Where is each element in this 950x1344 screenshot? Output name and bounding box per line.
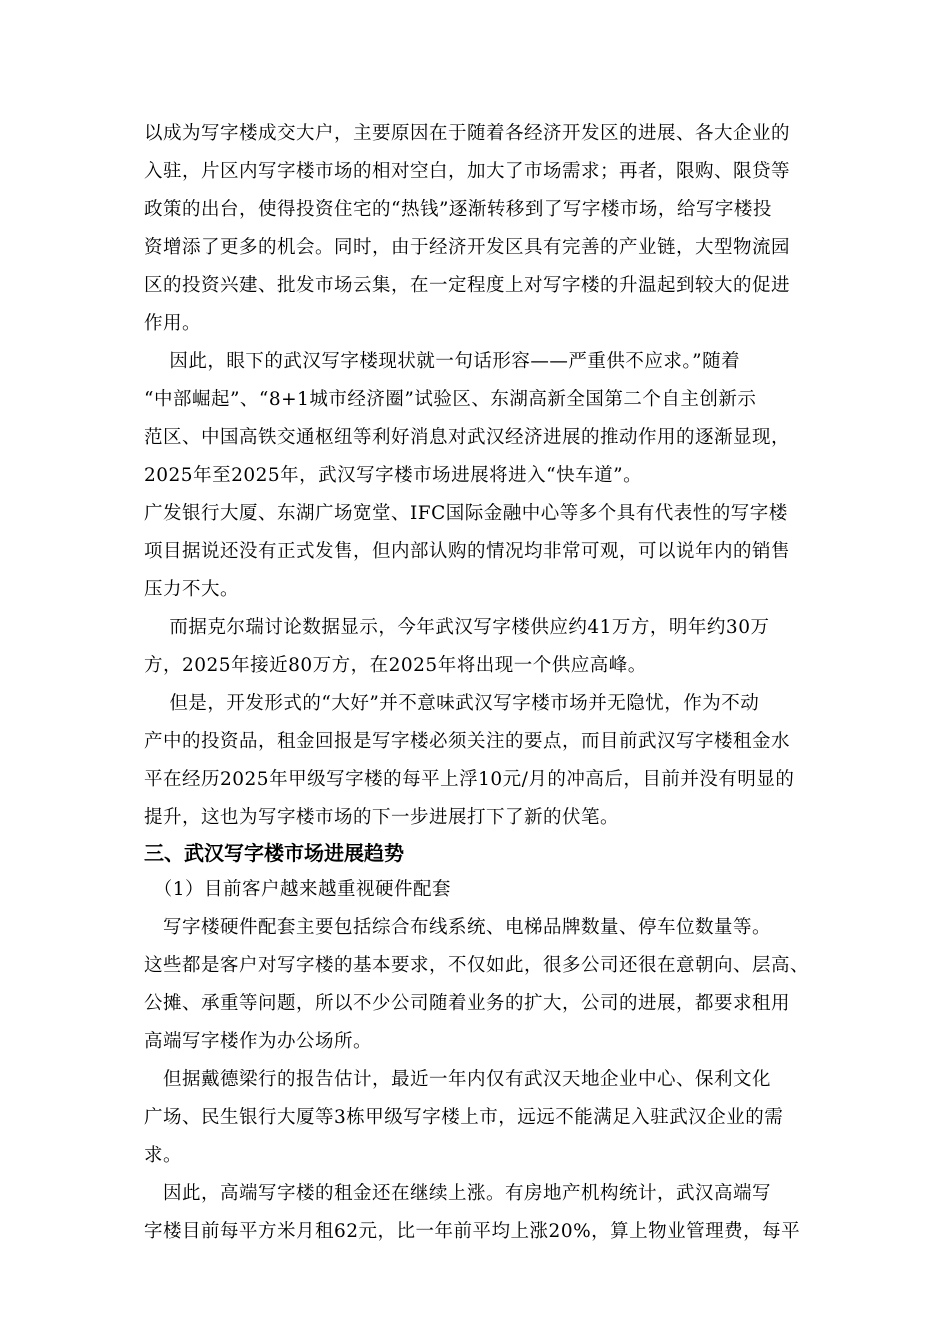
text-line: 因此，眼下的武汉写字楼现状就一句话形容——严重供不应求。”随着 [144,351,741,372]
text-line: 2025年至2025年，武汉写字楼市场进展将进入“快车道”。 [144,465,643,486]
text-line: 以成为写字楼成交大户，主要原因在于随着各经济开发区的进展、各大企业的 [144,123,791,144]
text-line: 产中的投资品，租金回报是写字楼必须关注的要点，而目前武汉写字楼租金水 [144,731,791,752]
text-line: 广发银行大厦、东湖广场宽堂、IFC国际金融中心等多个具有代表性的写字楼 [144,503,788,524]
subheading: （1）目前客户越来越重视硬件配套 [144,879,452,900]
text-line: 高端写字楼作为办公场所。 [144,1031,373,1052]
text-line: 作用。 [144,313,202,334]
text-line: 方，2025年接近80万方，在2025年将出现一个供应高峰。 [144,655,647,676]
text-line: 提升，这也为写字楼市场的下一步进展打下了新的伏笔。 [144,807,620,828]
text-line: 字楼目前每平方米月租62元，比一年前平均上涨20%，算上物业管理费，每平 [144,1221,801,1242]
text-line: 项目据说还没有正式发售，但内部认购的情况均非常可观，可以说年内的销售 [144,541,791,562]
text-line: 但是，开发形式的“大好”并不意味武汉写字楼市场并无隐忧，作为不动 [144,693,760,714]
text-line: 入驻，片区内写字楼市场的相对空白，加大了市场需求；再者，限购、限贷等 [144,161,791,182]
text-line: 写字楼硬件配套主要包括综合布线系统、电梯品牌数量、停车位数量等。 [144,917,772,938]
text-line: 平在经历2025年甲级写字楼的每平上浮10元/月的冲高后，目前并没有明显的 [144,769,795,790]
section-heading: 三、武汉写字楼市场进展趋势 [144,841,404,865]
text-line: 这些都是客户对写字楼的基本要求，不仅如此，很多公司还很在意朝向、层高、 [144,955,810,976]
text-line: 因此，高端写字楼的租金还在继续上涨。有房地产机构统计，武汉高端写 [144,1183,772,1204]
text-line: 政策的出台，使得投资住宅的“热钱”逐渐转移到了写字楼市场，给写字楼投 [144,199,772,220]
text-line: 广场、民生银行大厦等3栋甲级写字楼上市，远远不能满足入驻武汉企业的需 [144,1107,784,1128]
text-line: 范区、中国高铁交通枢纽等利好消息对武汉经济进展的推动作用的逐渐显现， [144,427,791,448]
text-line: 而据克尔瑞讨论数据显示，今年武汉写字楼供应约41万方，明年约30万 [144,617,770,638]
text-line: 求。 [144,1145,183,1166]
text-line: “中部崛起”、“8+1城市经济圈”试验区、东湖高新全国第二个自主创新示 [144,389,757,410]
text-line: 但据戴德梁行的报告估计，最近一年内仅有武汉天地企业中心、保利文化 [144,1069,772,1090]
text-line: 公摊、承重等问题，所以不少公司随着业务的扩大，公司的进展，都要求租用 [144,993,791,1014]
text-line: 资增添了更多的机会。同时，由于经济开发区具有完善的产业链，大型物流园 [144,237,791,258]
text-line: 压力不大。 [144,579,240,600]
text-line: 区的投资兴建、批发市场云集，在一定程度上对写字楼的升温起到较大的促进 [144,275,791,296]
